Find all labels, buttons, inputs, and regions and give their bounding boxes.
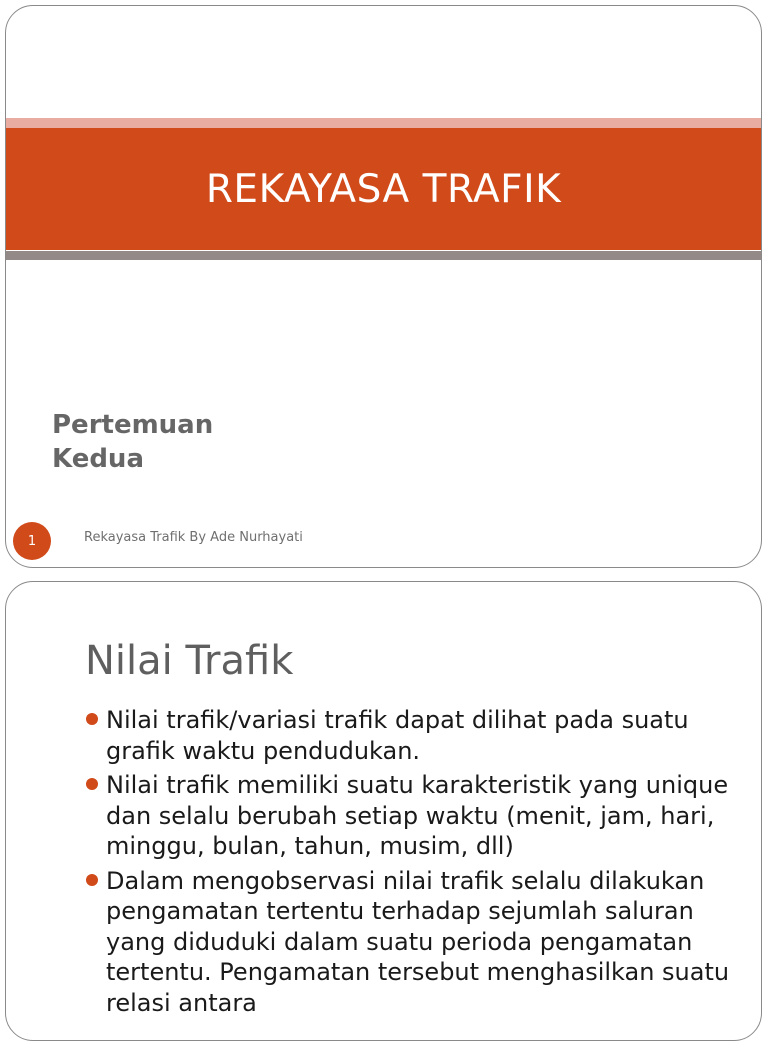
slide-subtitle <box>52 408 213 476</box>
bullet-item <box>85 866 745 1019</box>
bullet-dot-icon <box>86 713 98 725</box>
page-number-badge: 1 <box>13 522 51 560</box>
bullet-item <box>85 770 745 862</box>
slide-title: REKAYASA TRAFIK <box>205 166 562 212</box>
accent-band-top <box>6 118 761 128</box>
bullet-dot-icon <box>86 874 98 886</box>
content-slide-title: Nilai Trafik <box>85 638 294 684</box>
bullet-dot-icon <box>86 778 98 790</box>
title-slide <box>5 5 762 568</box>
accent-band-bottom <box>6 251 761 260</box>
title-band <box>6 128 761 250</box>
slide-footer: Rekayasa Trafik By Ade Nurhayati <box>84 530 303 545</box>
bullet-text: Dalam mengobservasi nilai trafik selalu dilakukan pengamatan tertentu terhadap sejumlah saluran yang diduduki dalam suatu perioda pengamatan tertentu. Pengamatan tersebut menghasilkan suatu relasi antara <box>106 866 730 1017</box>
bullet-text: Nilai trafik/variasi trafik dapat dilihat pada suatu grafik waktu pendudukan. <box>106 706 689 765</box>
bullet-list <box>85 705 745 1022</box>
bullet-item <box>85 705 745 766</box>
bullet-text: Nilai trafik memiliki suatu karakteristik yang unique dan selalu berubah setiap waktu (menit, jam, hari, minggu, bulan, tahun, musim, dll) <box>106 771 729 860</box>
subtitle-line-2: Kedua <box>52 444 144 474</box>
subtitle-line-1: Pertemuan <box>52 410 214 440</box>
content-slide <box>5 581 762 1041</box>
